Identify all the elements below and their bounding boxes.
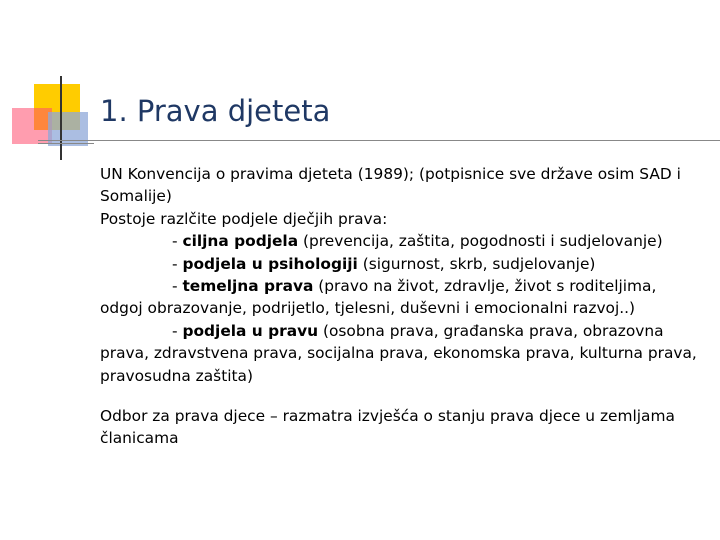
decor-red-square <box>12 108 52 144</box>
title-underline <box>38 140 720 141</box>
convention-text: UN Konvencija o pravima djeteta (1989); (potpisnice sve države osim SAD i Somalije) <box>100 165 681 206</box>
decor-vertical-line <box>60 76 62 160</box>
item-term: temeljna prava <box>182 277 314 296</box>
committee-text: Odbor za prava djece – razmatra izvješća o stanju prava djece u zemljama članicama <box>100 407 675 448</box>
slide-title: 1. Prava djeteta <box>100 94 331 128</box>
item-term: podjela u pravu <box>182 321 319 340</box>
list-item: - temeljna prava (pravo na život, zdravlje, život s roditeljima, odgoj obrazovanje, podrijetlo, tjelesni, duševni i emocionalni razvoj..) <box>100 277 657 318</box>
item-term: podjela u psihologiji <box>182 254 358 273</box>
decor-short-line <box>38 143 94 144</box>
item-term: ciljna podjela <box>182 232 299 251</box>
divisions-intro: Postoje razlčite podjele dječjih prava: <box>100 209 388 228</box>
slide-body <box>100 163 700 450</box>
list-item: - podjela u pravu (osobna prava, građanska prava, obrazovna prava, zdravstvena prava, socijalna prava, ekonomska prava, kulturna prava, pravosudna zaštita) <box>100 321 697 385</box>
list-item: - podjela u psihologiji (sigurnost, skrb, sudjelovanje) <box>172 254 596 273</box>
list-item: - ciljna podjela (prevencija, zaštita, pogodnosti i sudjelovanje) <box>172 232 663 251</box>
